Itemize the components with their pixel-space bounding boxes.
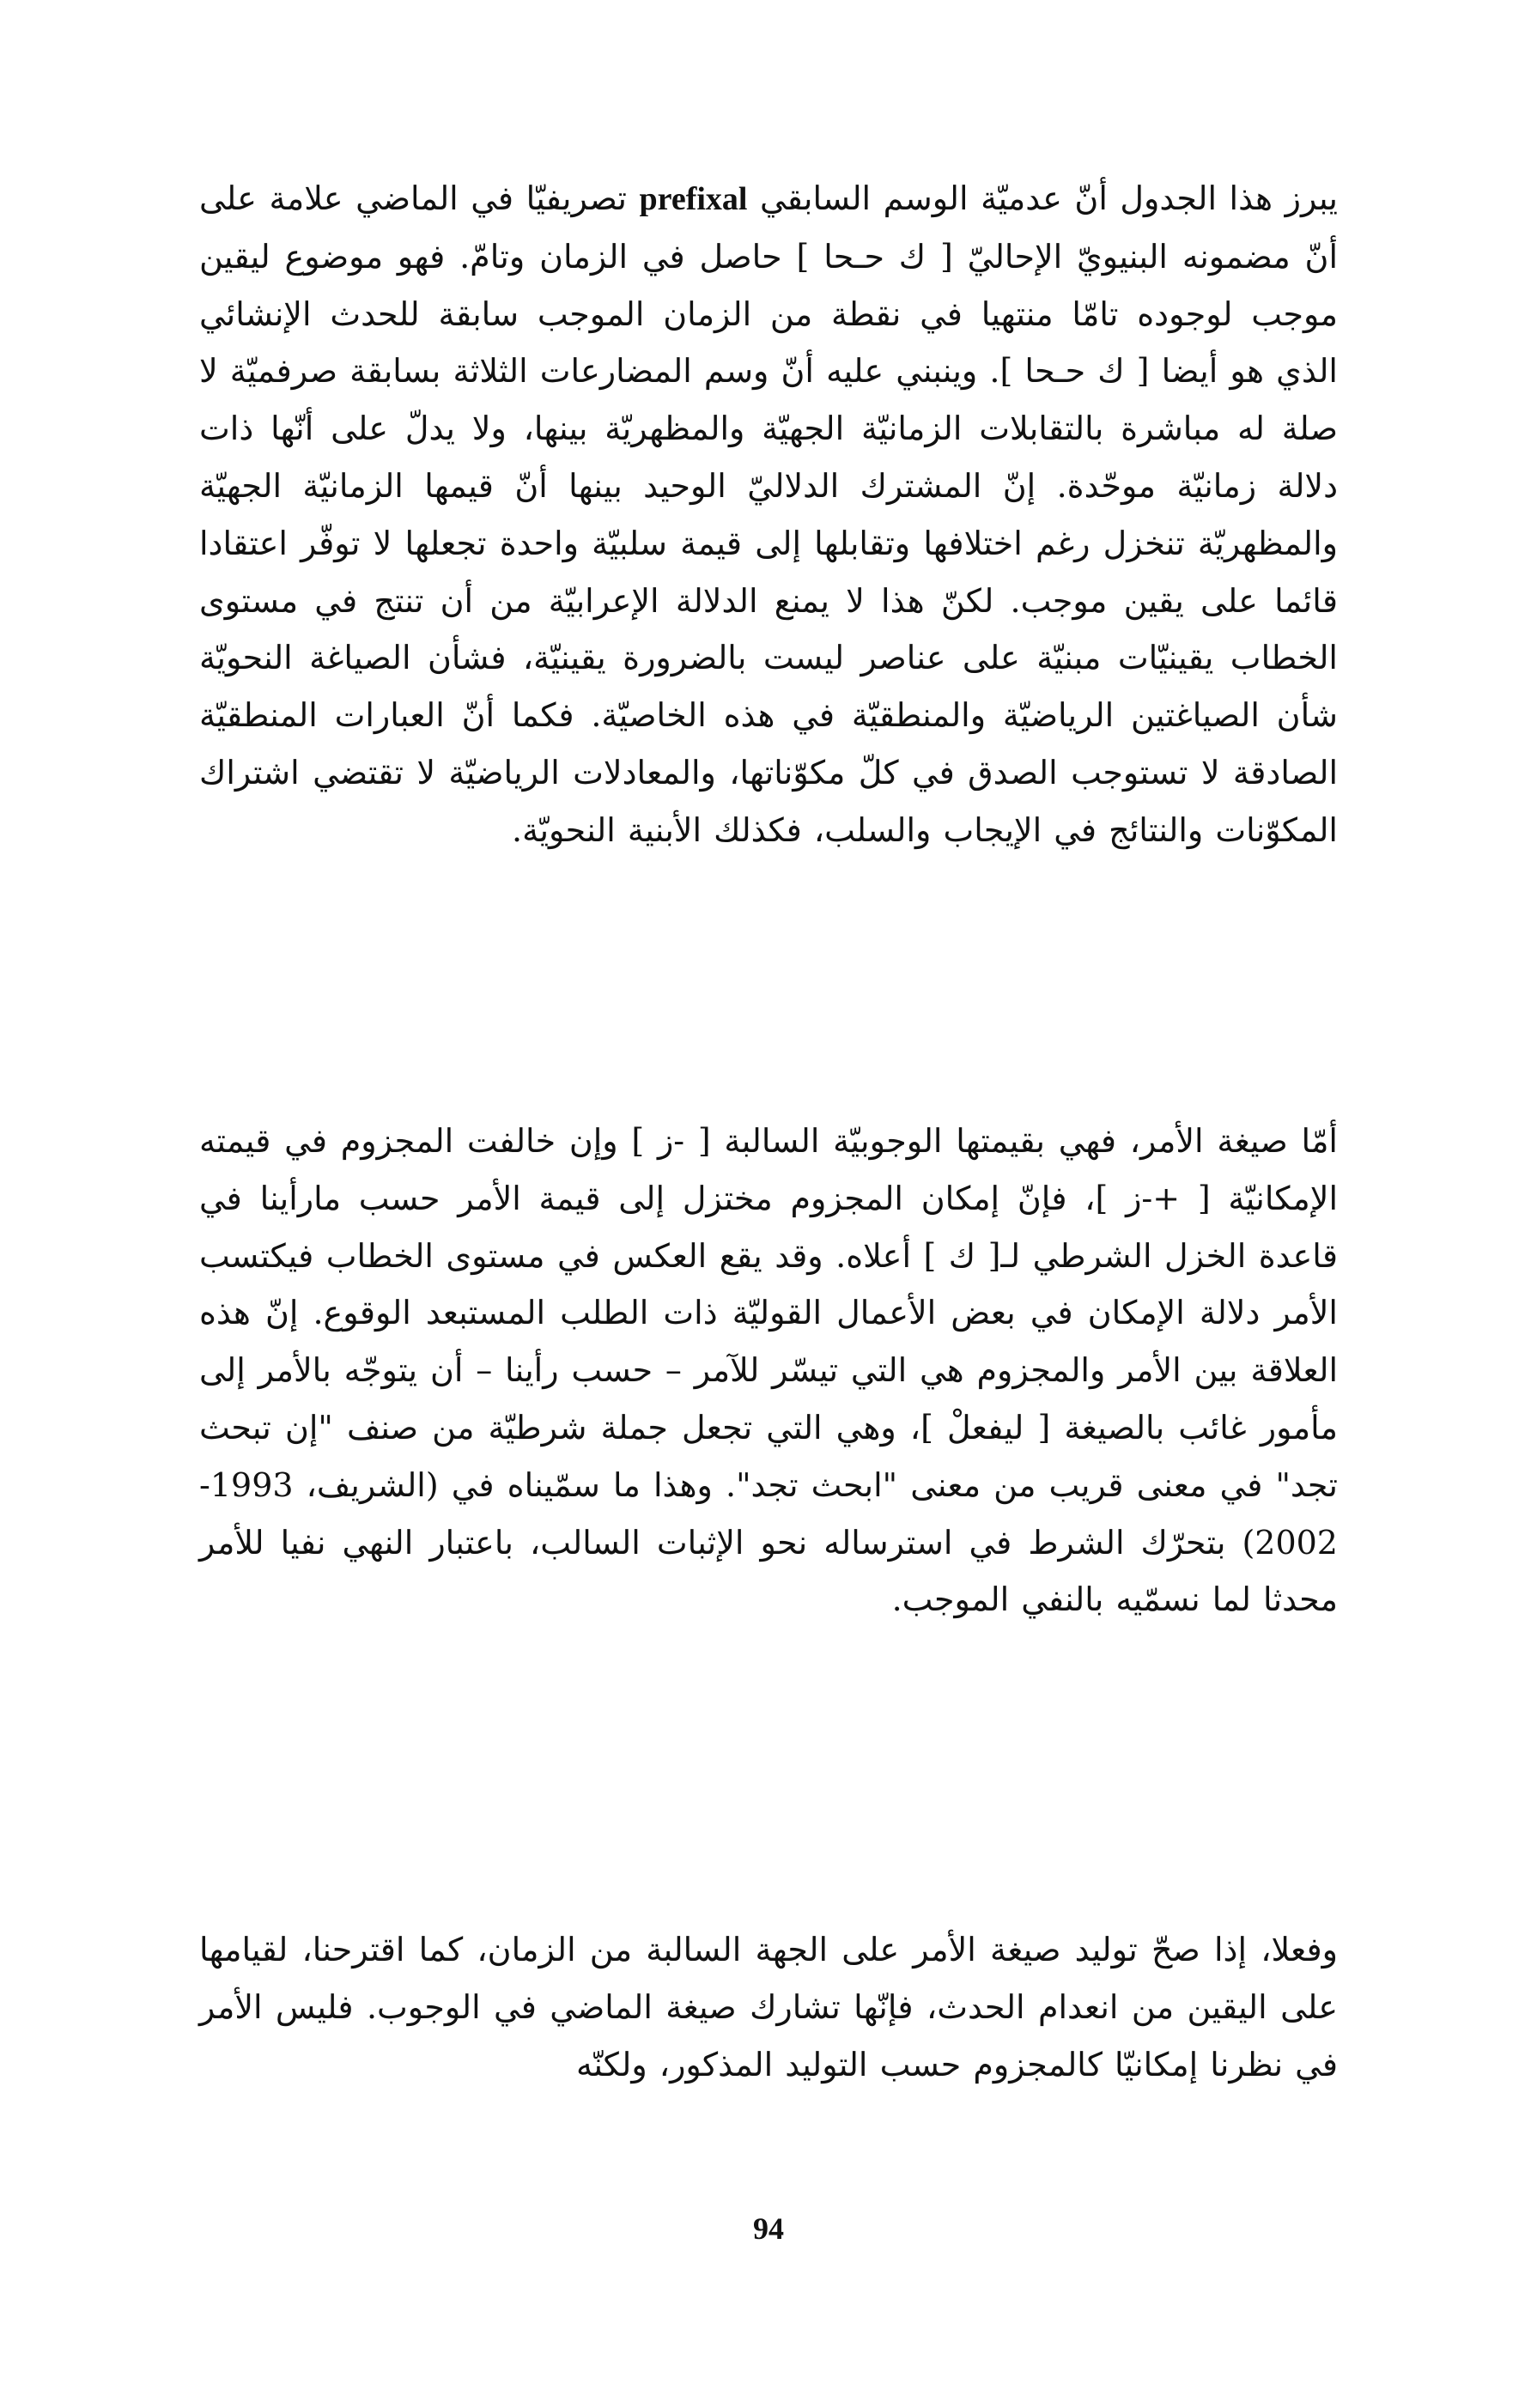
paragraph-3-text: وفعلا، إذا صحّ توليد صيغة الأمر على الجهة السالبة من الزمان، كما اقترحنا، لقيامها على اليقين من انعدام الحدث، فإنّها تشارك صيغة الماضي في الوجوب. فليس الأمر في نظرنا إمكانيّا كالمجزوم حسب التوليد المذكور، ولكنّه	[199, 1931, 1338, 2083]
paragraph-3	[199, 1921, 1338, 2093]
paragraph-2-text: أمّا صيغة الأمر، فهي بقيمتها الوجوبيّة السالبة [ -ز ] وإن خالفت المجزوم في قيمته الإمكانيّة [ +-ز ]، فإنّ إمكان المجزوم مختزل إلى قيمة الأمر حسب مارأينا في قاعدة الخزل الشرطي لـ[ ك ] أعلاه. وقد يقع العكس في مستوى الخطاب فيكتسب الأمر دلالة الإمكان في بعض الأعمال القوليّة ذات الطلب المستبعد الوقوع. إنّ هذه العلاقة بين الأمر والمجزوم هي التي تيسّر للآمر – حسب رأينا – أن يتوجّه بالأمر إلى مأمور غائب بالصيغة [ ليفعلْ ]، وهي التي تجعل جملة شرطيّة من صنف "إن تبحث تجد" في معنى قريب من معنى "ابحث تجد". وهذا ما سمّيناه في (الشريف، 1993-2002) بتحرّك الشرط في استرساله نحو الإثبات السالب، باعتبار النهي نفيا للأمر محدثا لما نسمّيه بالنفي الموجب.	[199, 1122, 1338, 1619]
paragraph-1	[199, 170, 1338, 859]
paragraph-1-text-after: تصريفيّا في الماضي علامة على أنّ مضمونه البنيويّ الإحاليّ [ ك حـحا ] حاصل في الزمان وتامّ. فهو موضوع ليقين موجب لوجوده تامّا منتهيا في نقطة من الزمان الموجب سابقة للحدث الإنشائي الذي هو أيضا [ ك حـحا ]. وينبني عليه أنّ وسم المضارعات الثلاثة بسابقة صرفميّة لا صلة له مباشرة بالتقابلات الزمانيّة الجهيّة والمظهريّة بينها، ولا يدلّ على أنّها ذات دلالة زمانيّة موحّدة. إنّ المشترك الدلاليّ الوحيد بينها أنّ قيمها الزمانيّة الجهيّة والمظهريّة تنخزل رغم اختلافها وتقابلها إلى قيمة سلبيّة واحدة تجعلها لا توفّر اعتقادا قائما على يقين موجب. لكنّ هذا لا يمنع الدلالة الإعرابيّة من أن تنتج في مستوى الخطاب يقينيّات مبنيّة على عناصر ليست بالضرورة يقينيّة، فشأن الصياغة النحويّة شأن الصياغتين الرياضيّة والمنطقيّة في هذه الخاصيّة. فكما أنّ العبارات المنطقيّة الصادقة لا تستوجب الصدق في كلّ مكوّناتها، والمعادلات الرياضيّة لا تقتضي اشتراك المكوّنات والنتائج في الإيجاب والسلب، فكذلك الأبنية النحويّة.	[199, 179, 1338, 849]
latin-term: prefixal	[639, 181, 748, 217]
paragraph-1-text-before: يبرز هذا الجدول أنّ عدميّة الوسم السابقي	[747, 179, 1338, 217]
page-number: 94	[753, 2211, 784, 2246]
paragraph-1-text	[199, 170, 1338, 859]
paragraph-2	[199, 1113, 1338, 1629]
